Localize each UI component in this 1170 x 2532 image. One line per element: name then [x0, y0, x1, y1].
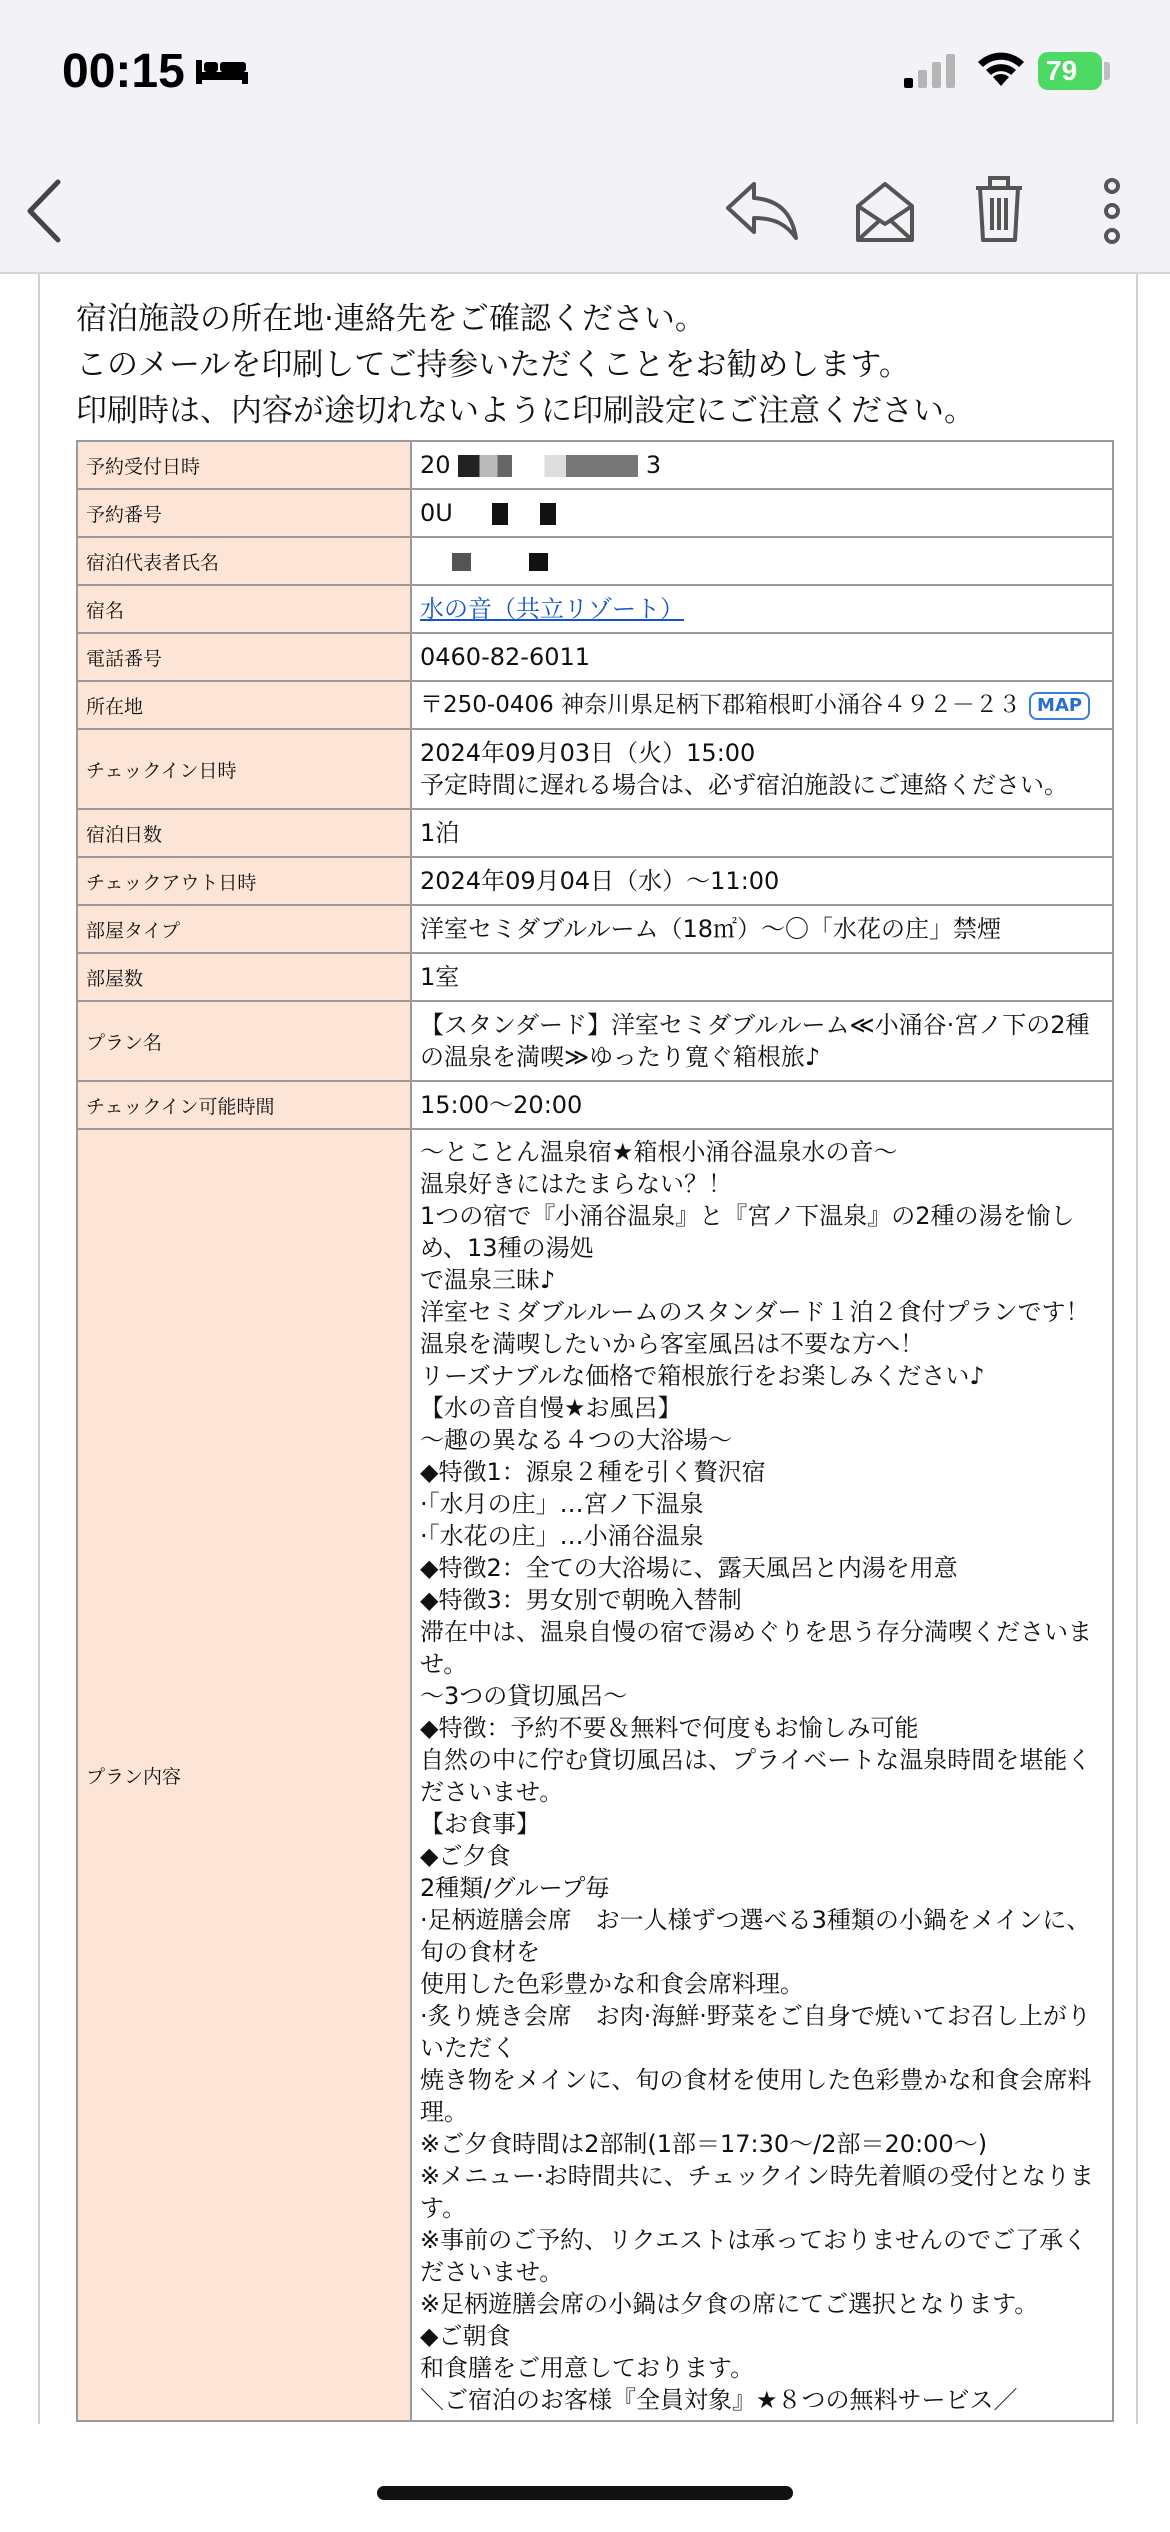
- plan-line: 1つの宿で『小涌谷温泉』と『宮ノ下温泉』の2種の湯を愉しめ、13種の湯処: [420, 1202, 1075, 1262]
- plan-detail-cell: [411, 1129, 1113, 2421]
- table-row: [77, 585, 1113, 633]
- row-label: チェックイン可能時間: [77, 1081, 411, 1129]
- address-cell: [411, 681, 1113, 729]
- reservation-table: [76, 440, 1114, 2422]
- table-row: [77, 441, 1113, 489]
- plan-line: ◆特徴1：源泉２種を引く贅沢宿: [420, 1458, 766, 1486]
- plan-line: ◆ご夕食: [420, 1842, 511, 1870]
- table-row: [77, 489, 1113, 537]
- row-label: 予約受付日時: [77, 441, 411, 489]
- row-label: 予約番号: [77, 489, 411, 537]
- table-row: [77, 1129, 1113, 2421]
- reply-icon[interactable]: [724, 178, 800, 242]
- row-label: 部屋数: [77, 953, 411, 1001]
- battery-charging-icon: [1038, 52, 1102, 90]
- intro-line: 印刷時は、内容が途切れないように印刷設定にご注意ください。: [76, 393, 975, 429]
- row-label: プラン内容: [77, 1129, 411, 2421]
- plan-line: 【お食事】: [420, 1810, 540, 1838]
- guest-name-value: [411, 537, 1113, 585]
- plan-line: ※メニュー·お時間共に、チェックイン時先着順の受付となります。: [420, 2162, 1094, 2222]
- plan-line: 焼き物をメインに、旬の食材を使用した色彩豊かな和食会席料理。: [420, 2066, 1092, 2126]
- reserve-time-suffix: 3: [645, 451, 662, 479]
- rooms-value: 1室: [411, 953, 1113, 1001]
- battery-tip: [1104, 62, 1110, 80]
- phone-value[interactable]: 0460-82-6011: [411, 633, 1113, 681]
- hotel-name-cell: [411, 585, 1113, 633]
- cellular-signal-icon: [904, 54, 956, 88]
- plan-line: ·「水月の庄」…宮ノ下温泉: [420, 1490, 704, 1518]
- address-value: 〒250-0406 神奈川県足柄下郡箱根町小涌谷４９２－２３: [420, 692, 1022, 718]
- table-row: [77, 1001, 1113, 1081]
- plan-line: ◆特徴：予約不要＆無料で何度もお愉しみ可能: [420, 1714, 919, 1742]
- trash-icon[interactable]: [974, 176, 1024, 244]
- reserve-number-value: [411, 489, 1113, 537]
- status-bar: [0, 0, 1170, 150]
- map-button[interactable]: MAP: [1029, 692, 1090, 720]
- battery-level: 79: [1046, 55, 1078, 86]
- row-label: 電話番号: [77, 633, 411, 681]
- back-chevron-icon[interactable]: [24, 176, 64, 246]
- table-row: [77, 537, 1113, 585]
- nights-value: 1泊: [411, 809, 1113, 857]
- bed-icon: [196, 54, 248, 86]
- mark-unread-icon[interactable]: [854, 180, 916, 244]
- row-label: チェックアウト日時: [77, 857, 411, 905]
- plan-line: 洋室セミダブルルームのスタンダード１泊２食付プランです！: [420, 1298, 1090, 1326]
- more-icon[interactable]: [1098, 176, 1126, 246]
- reserve-number-prefix: 0U: [420, 499, 453, 527]
- table-row: [77, 1081, 1113, 1129]
- plan-line: 温泉好きにはたまらない？！: [420, 1170, 732, 1198]
- row-label: 宿名: [77, 585, 411, 633]
- plan-line: ◆特徴3：男女別で朝晩入替制: [420, 1586, 742, 1614]
- reserve-time-value: [411, 441, 1113, 489]
- table-row: [77, 681, 1113, 729]
- mail-toolbar: [0, 150, 1170, 274]
- plan-line: ～とことん温泉宿★箱根小涌谷温泉水の音～: [420, 1138, 898, 1166]
- redaction-block: [460, 503, 620, 525]
- plan-line: ·炙り焼き会席 お肉·海鮮·野菜をご自身で焼いてお召し上がりいただく: [420, 2002, 1091, 2062]
- plan-line: ·足柄遊膳会席 お一人様ずつ選べる3種類の小鍋をメインに、旬の食材を: [420, 1906, 1091, 1966]
- plan-line: ※ご夕食時間は2部制(1部＝17:30～/2部＝20:00～): [420, 2130, 988, 2158]
- hotel-name-link[interactable]: 水の音（共立リゾート）: [420, 595, 684, 623]
- table-row: [77, 729, 1113, 809]
- message-body: [38, 274, 1138, 2424]
- table-row: [77, 857, 1113, 905]
- plan-line: リーズナブルな価格で箱根旅行をお楽しみください♪: [420, 1362, 985, 1390]
- plan-line: ·「水花の庄」…小涌谷温泉: [420, 1522, 704, 1550]
- redaction-block: [458, 455, 638, 477]
- table-row: [77, 633, 1113, 681]
- table-row: [77, 905, 1113, 953]
- plan-line: 温泉を満喫したいから客室風呂は不要な方へ！: [420, 1330, 924, 1358]
- plan-line: 滞在中は、温泉自慢の宿で湯めぐりを思う存分満喫くださいませ。: [420, 1618, 1092, 1678]
- intro-line: 宿泊施設の所在地·連絡先をご確認ください。: [76, 301, 706, 337]
- plan-line: ※事前のご予約、リクエストは承っておりませんのでご了承くださいませ。: [420, 2226, 1088, 2286]
- plan-line: 使用した色彩豊かな和食会席料理。: [420, 1970, 804, 1998]
- plan-line: 和食膳をご用意しております。: [420, 2354, 755, 2382]
- status-time: 00:15: [62, 45, 185, 98]
- plan-line: ～趣の異なる４つの大浴場～: [420, 1426, 732, 1454]
- wifi-icon: [976, 50, 1026, 88]
- plan-line: ◆特徴2：全ての大浴場に、露天風呂と内湯を用意: [420, 1554, 958, 1582]
- table-row: [77, 809, 1113, 857]
- plan-line: ～3つの貸切風呂～: [420, 1682, 628, 1710]
- redaction-block: [420, 553, 740, 571]
- row-label: 宿泊代表者氏名: [77, 537, 411, 585]
- row-label: 宿泊日数: [77, 809, 411, 857]
- checkin-cell: [411, 729, 1113, 809]
- plan-line: ※足柄遊膳会席の小鍋は夕食の席にてご選択となります。: [420, 2290, 1039, 2318]
- table-row: [77, 953, 1113, 1001]
- plan-line: 自然の中に佇む貸切風呂は、プライベートな温泉時間を堪能くださいませ。: [420, 1746, 1092, 1806]
- intro-line: このメールを印刷してご持参いただくことをお勧めします。: [76, 347, 910, 383]
- row-label: 所在地: [77, 681, 411, 729]
- home-indicator[interactable]: [377, 2486, 793, 2500]
- plan-line: ◆ご朝食: [420, 2322, 511, 2350]
- intro-text: [76, 296, 1116, 434]
- reserve-time-prefix: 20: [420, 451, 451, 479]
- row-label: プラン名: [77, 1001, 411, 1081]
- plan-name-value: 【スタンダード】洋室セミダブルルーム≪小涌谷·宮ノ下の2種の温泉を満喫≫ゆったり寛ぐ箱根旅♪: [411, 1001, 1113, 1081]
- checkin-window-value: 15:00～20:00: [411, 1081, 1113, 1129]
- checkin-value: 2024年09月03日（火）15:00: [420, 739, 756, 767]
- room-type-value: 洋室セミダブルルーム（18㎡）～〇「水花の庄」禁煙: [411, 905, 1113, 953]
- row-label: 部屋タイプ: [77, 905, 411, 953]
- plan-line: 2種類/グループ毎: [420, 1874, 610, 1902]
- checkout-value: 2024年09月04日（水）～11:00: [411, 857, 1113, 905]
- plan-line: 【水の音自慢★お風呂】: [420, 1394, 682, 1422]
- plan-line: で温泉三昧♪: [420, 1266, 556, 1294]
- row-label: チェックイン日時: [77, 729, 411, 809]
- plan-line: ＼ご宿泊のお客様『全員対象』★８つの無料サービス／: [420, 2386, 1018, 2414]
- checkin-note: 予定時間に遅れる場合は、必ず宿泊施設にご連絡ください。: [420, 771, 1068, 799]
